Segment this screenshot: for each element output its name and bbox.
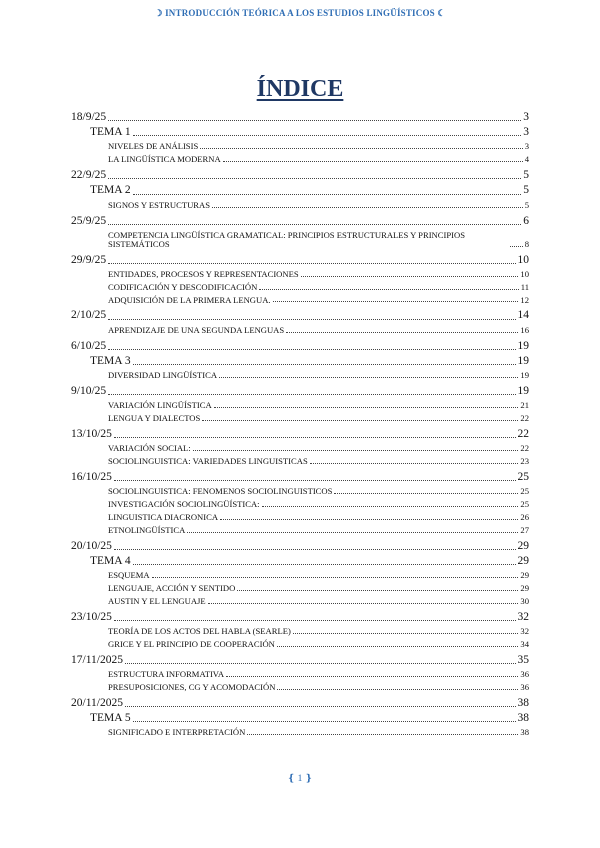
toc-entry-label: CODIFICACIÓN Y DESCODIFICACIÓN xyxy=(108,281,258,292)
toc-entry-level-3[interactable] xyxy=(71,444,529,454)
toc-entry-page-number: 34 xyxy=(520,638,529,649)
toc-entry-page-number: 36 xyxy=(520,681,529,692)
toc-entry-page-number: 5 xyxy=(523,169,529,182)
toc-entry-page-number: 11 xyxy=(520,281,529,292)
dot-leader xyxy=(277,689,518,690)
toc-entry-label: TEMA 4 xyxy=(90,554,131,567)
toc-entry-page-number: 19 xyxy=(520,370,529,380)
dot-leader xyxy=(262,506,519,507)
page-number: ❴ 1 ❵ xyxy=(287,774,313,784)
toc-entry-level-3[interactable] xyxy=(71,457,529,467)
toc-entry-level-2[interactable] xyxy=(71,184,529,197)
toc-entry-level-3[interactable] xyxy=(71,414,529,424)
toc-entry-page-number: 30 xyxy=(520,595,529,606)
toc-entry-level-1[interactable] xyxy=(71,611,529,624)
toc-entry-level-1[interactable] xyxy=(71,254,529,267)
toc-entry-label: PRESUPOSICIONES, CG Y ACOMODACIÓN xyxy=(108,681,276,692)
toc-entry-label: 13/10/25 xyxy=(71,427,112,440)
toc-entry-page-number: 10 xyxy=(520,268,529,279)
toc-entry-label: 17/11/2025 xyxy=(71,653,123,666)
toc-entry-label: SIGNOS Y ESTRUCTURAS xyxy=(108,199,211,210)
toc-entry-label: 20/11/2025 xyxy=(71,696,123,709)
toc-entry-level-1[interactable] xyxy=(71,385,529,398)
toc-entry-level-3[interactable] xyxy=(71,231,529,250)
toc-entry-label: LENGUA Y DIALECTOS xyxy=(108,412,201,423)
toc-entry-label: GRICE Y EL PRINCIPIO DE COOPERACIÓN xyxy=(108,638,275,649)
dot-leader xyxy=(293,633,519,634)
toc-entry-level-3[interactable] xyxy=(71,487,529,497)
toc-entry-label: ADQUISICIÓN DE LA PRIMERA LENGUA. xyxy=(108,294,271,305)
dot-leader xyxy=(108,224,521,225)
toc-entry-page-number: 14 xyxy=(517,309,529,322)
toc-entry-label: TEMA 3 xyxy=(90,354,131,367)
toc-entry-level-3[interactable] xyxy=(71,670,529,680)
toc-entry-label: TEMA 5 xyxy=(90,711,131,724)
toc-entry-page-number: 23 xyxy=(520,455,529,466)
toc-entry-label: SOCIOLINGUISTICA: VARIEDADES LINGUISTICAS xyxy=(108,455,308,466)
page-title: ÍNDICE xyxy=(256,76,344,102)
dot-leader xyxy=(200,148,522,149)
toc-entry-page-number: 19 xyxy=(517,384,529,397)
toc-entry-page-number: 19 xyxy=(517,339,529,352)
toc-entry-level-2[interactable] xyxy=(71,126,529,139)
toc-entry-label: 9/10/25 xyxy=(71,384,107,397)
toc-entry-label: 20/10/25 xyxy=(71,539,112,552)
toc-entry-page-number: 8 xyxy=(524,238,529,249)
toc-entry-level-3[interactable] xyxy=(71,500,529,510)
toc-entry-level-3[interactable] xyxy=(71,270,529,280)
running-header: ☽ INTRODUCCIÓN TEÓRICA A LOS ESTUDIOS LINGÜÍSTICOS ☾ xyxy=(154,8,446,18)
toc-entry-level-1[interactable] xyxy=(71,309,529,322)
toc-entry-level-3[interactable] xyxy=(71,283,529,293)
toc-entry-label: ETNOLINGÜÍSTICA xyxy=(108,524,186,535)
toc-entry-label: 23/10/25 xyxy=(71,610,112,623)
toc-entry-label: ESQUEMA xyxy=(108,569,150,580)
dot-leader xyxy=(334,493,518,494)
toc-entry-label: 2/10/25 xyxy=(71,309,107,322)
toc-entry-label: 6/10/25 xyxy=(71,339,107,352)
toc-entry-page-number: 22 xyxy=(520,412,529,423)
toc-entry-label: 25/9/25 xyxy=(71,214,107,227)
toc-entry-page-number: 27 xyxy=(520,524,529,535)
dot-leader xyxy=(226,676,518,677)
toc-entry-level-1[interactable] xyxy=(71,697,529,710)
dot-leader xyxy=(208,603,519,604)
table-of-contents xyxy=(71,107,529,738)
toc-entry-level-3[interactable] xyxy=(71,155,529,165)
toc-entry-label: 18/9/25 xyxy=(71,111,107,123)
dot-leader xyxy=(219,377,518,378)
toc-entry-page-number: 12 xyxy=(520,294,529,305)
toc-entry-label: 16/10/25 xyxy=(71,470,112,483)
toc-entry-level-1[interactable] xyxy=(71,428,529,441)
dot-leader xyxy=(202,420,518,421)
toc-entry-page-number: 25 xyxy=(520,498,529,509)
toc-entry-level-1[interactable] xyxy=(71,215,529,228)
dot-leader xyxy=(133,721,516,722)
toc-entry-label: INVESTIGACIÓN SOCIOLINGÜÍSTICA: xyxy=(108,498,260,509)
toc-entry-page-number: 25 xyxy=(517,470,529,483)
dot-leader xyxy=(108,319,515,320)
toc-entry-level-3[interactable] xyxy=(71,401,529,411)
toc-entry-page-number: 29 xyxy=(517,554,529,567)
toc-entry-level-3[interactable] xyxy=(71,513,529,523)
dot-leader xyxy=(277,646,519,647)
toc-entry-label: ENTIDADES, PROCESOS Y REPRESENTACIONES xyxy=(108,268,299,279)
dot-leader xyxy=(133,135,522,136)
toc-entry-label: SOCIOLINGUISTICA: FENOMENOS SOCIOLINGUISTICOS xyxy=(108,486,333,497)
toc-entry-level-3[interactable] xyxy=(71,326,529,336)
toc-entry-page-number: 4 xyxy=(524,154,529,165)
toc-entry-page-number: 3 xyxy=(524,141,529,152)
dot-leader xyxy=(114,549,516,550)
toc-entry-level-3[interactable] xyxy=(71,627,529,637)
toc-entry-level-3[interactable] xyxy=(71,597,529,607)
toc-entry-page-number: 16 xyxy=(520,324,529,335)
dot-leader xyxy=(510,246,523,247)
dot-leader xyxy=(108,178,521,179)
toc-entry-page-number: 5 xyxy=(524,199,529,210)
dot-leader xyxy=(193,450,519,451)
dot-leader xyxy=(310,463,519,464)
dot-leader xyxy=(108,120,521,121)
dot-leader xyxy=(114,480,516,481)
toc-entry-page-number: 38 xyxy=(520,726,529,737)
toc-entry-page-number: 19 xyxy=(517,354,529,367)
dot-leader xyxy=(133,194,522,195)
dot-leader xyxy=(133,564,516,565)
dot-leader xyxy=(114,437,516,438)
dot-leader xyxy=(133,364,516,365)
toc-entry-page-number: 22 xyxy=(517,427,529,440)
toc-entry-label: TEMA 1 xyxy=(90,126,131,139)
dot-leader xyxy=(212,207,523,208)
dot-leader xyxy=(259,289,518,290)
toc-entry-page-number: 3 xyxy=(523,111,529,123)
dot-leader xyxy=(247,734,518,735)
toc-entry-page-number: 32 xyxy=(520,625,529,636)
toc-entry-label: DIVERSIDAD LINGÜÍSTICA xyxy=(108,370,218,380)
dot-leader xyxy=(214,407,519,408)
toc-entry-level-3[interactable] xyxy=(71,584,529,594)
toc-entry-label: NIVELES DE ANÁLISIS xyxy=(108,141,199,152)
toc-entry-level-1[interactable] xyxy=(71,471,529,484)
toc-entry-label: LA LINGÜÍSTICA MODERNA xyxy=(108,154,221,165)
toc-entry-level-2[interactable] xyxy=(71,712,529,725)
dot-leader xyxy=(220,519,518,520)
toc-entry-page-number: 35 xyxy=(517,653,529,666)
toc-entry-page-number: 38 xyxy=(517,696,529,709)
toc-entry-level-3[interactable] xyxy=(71,526,529,536)
toc-entry-page-number: 10 xyxy=(517,253,529,266)
toc-entry-page-number: 21 xyxy=(520,400,529,411)
toc-entry-page-number: 3 xyxy=(523,126,529,139)
toc-entry-level-1[interactable] xyxy=(71,111,529,124)
toc-entry-level-3[interactable] xyxy=(71,296,529,306)
toc-entry-page-number: 26 xyxy=(520,511,529,522)
toc-entry-level-3[interactable] xyxy=(71,640,529,650)
dot-leader xyxy=(237,590,518,591)
toc-entry-page-number: 29 xyxy=(517,539,529,552)
toc-entry-label: LINGUISTICA DIACRONICA xyxy=(108,511,219,522)
toc-entry-level-2[interactable] xyxy=(71,555,529,568)
toc-entry-page-number: 25 xyxy=(520,486,529,497)
toc-entry-page-number: 5 xyxy=(523,184,529,197)
toc-entry-level-1[interactable] xyxy=(71,540,529,553)
toc-entry-label: VARIACIÓN LINGÜÍSTICA xyxy=(108,400,212,411)
toc-entry-label: LENGUAJE, ACCIÓN Y SENTIDO xyxy=(108,582,236,593)
toc-entry-label: TEMA 2 xyxy=(90,184,131,197)
toc-entry-level-3[interactable] xyxy=(71,142,529,152)
toc-entry-level-1[interactable] xyxy=(71,654,529,667)
toc-entry-page-number: 6 xyxy=(523,214,529,227)
toc-entry-label: COMPETENCIA LINGÜÍSTICA GRAMATICAL: PRINCIPIOS ESTRUCTURALES Y PRINCIPIOS SISTEMÁTICOS xyxy=(108,229,465,250)
dot-leader xyxy=(152,577,519,578)
toc-entry-level-3[interactable] xyxy=(71,683,529,693)
dot-leader xyxy=(108,349,515,350)
toc-entry-level-1[interactable] xyxy=(71,340,529,353)
toc-entry-page-number: 38 xyxy=(517,711,529,724)
toc-entry-label: 29/9/25 xyxy=(71,253,107,266)
dot-leader xyxy=(286,332,518,333)
toc-entry-label: 22/9/25 xyxy=(71,169,107,182)
toc-entry-page-number: 32 xyxy=(517,610,529,623)
toc-entry-label: VARIACIÓN SOCIAL: xyxy=(108,443,191,454)
toc-entry-level-3[interactable] xyxy=(71,371,529,381)
dot-leader xyxy=(273,301,519,302)
toc-entry-label: TEORÍA DE LOS ACTOS DEL HABLA (SEARLE) xyxy=(108,625,291,636)
dot-leader xyxy=(301,276,519,277)
toc-entry-page-number: 36 xyxy=(520,668,529,679)
toc-entry-label: AUSTIN Y EL LENGUAJE xyxy=(108,595,206,606)
dot-leader xyxy=(223,161,523,162)
dot-leader xyxy=(125,706,516,707)
dot-leader xyxy=(108,263,515,264)
toc-entry-page-number: 29 xyxy=(520,569,529,580)
toc-entry-page-number: 22 xyxy=(520,443,529,454)
toc-entry-label: SIGNIFICADO E INTERPRETACIÓN xyxy=(108,726,246,737)
toc-entry-label: ESTRUCTURA INFORMATIVA xyxy=(108,668,225,679)
toc-entry-level-1[interactable] xyxy=(71,169,529,182)
toc-entry-level-2[interactable] xyxy=(71,355,529,368)
dot-leader xyxy=(187,532,518,533)
toc-entry-label: APRENDIZAJE DE UNA SEGUNDA LENGUAS xyxy=(108,324,285,335)
dot-leader xyxy=(114,620,516,621)
dot-leader xyxy=(108,394,515,395)
toc-entry-level-3[interactable] xyxy=(71,571,529,581)
toc-entry-page-number: 29 xyxy=(520,582,529,593)
toc-entry-level-3[interactable] xyxy=(71,201,529,211)
toc-entry-level-3[interactable] xyxy=(71,728,529,738)
dot-leader xyxy=(125,663,516,664)
